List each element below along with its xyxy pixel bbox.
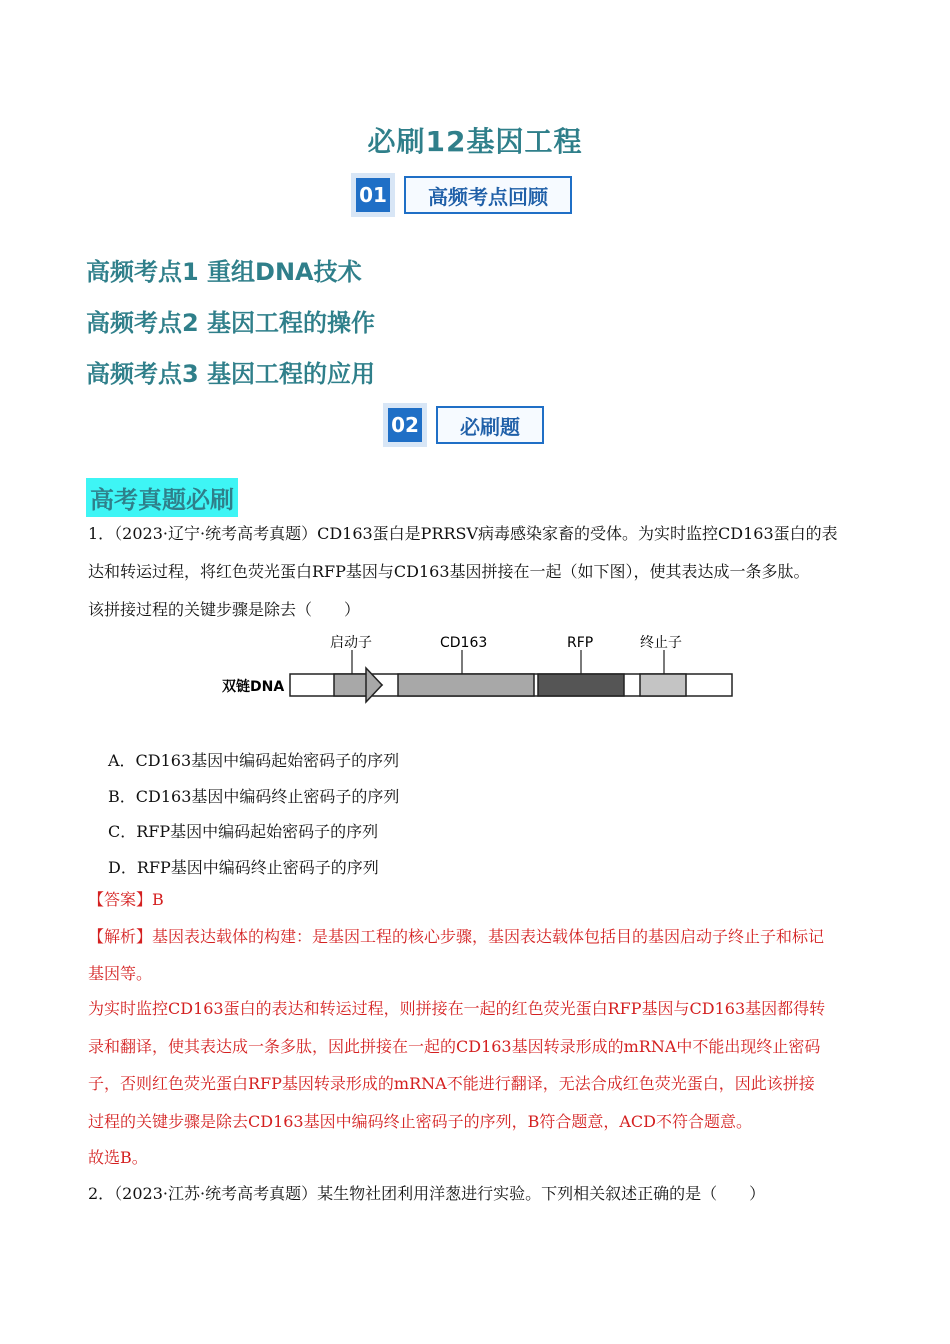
- terminator-label: 终止子: [640, 635, 682, 651]
- badge-label: 必刷题: [436, 406, 544, 444]
- analysis-line: 录和翻译，使其表达成一条多肽，因此拼接在一起的CD163基因转录形成的mRNA中不能出现终止密码: [88, 1037, 821, 1056]
- terminator-block: [640, 674, 686, 696]
- key-point-2: 高频考点2 基因工程的操作: [86, 309, 376, 337]
- option-d: D．RFP基因中编码终止密码子的序列: [108, 858, 379, 877]
- option-b: B．CD163基因中编码终止密码子的序列: [108, 787, 400, 806]
- cd163-label: CD163: [440, 635, 488, 651]
- rfp-label: RFP: [567, 635, 594, 651]
- badge-label: 高频考点回顾: [404, 176, 572, 214]
- option-c: C．RFP基因中编码起始密码子的序列: [108, 822, 379, 841]
- strand-label: 双链DNA: [222, 679, 285, 695]
- analysis-line: 基因等。: [88, 964, 153, 983]
- option-a: A．CD163基因中编码起始密码子的序列: [108, 751, 400, 770]
- question-1-line: 该拼接过程的关键步骤是除去（ ）: [88, 600, 361, 619]
- analysis-line: 故选B。: [88, 1148, 148, 1167]
- badge-review: [356, 176, 572, 214]
- rfp-block: [538, 674, 624, 696]
- dna-figure: [210, 630, 750, 720]
- analysis-line: 为实时监控CD163蛋白的表达和转运过程，则拼接在一起的红色荧光蛋白RFP基因与CD163基因都得转: [88, 999, 826, 1018]
- promoter-label: 启动子: [330, 635, 372, 651]
- analysis-line: 【解析】基因表达载体的构建：是基因工程的核心步骤，基因表达载体包括目的基因启动子终止子和标记: [88, 927, 825, 946]
- page-title: 必刷12基因工程: [367, 125, 583, 158]
- promoter-arrowhead: [366, 668, 382, 702]
- analysis-line: 过程的关键步骤是除去CD163基因中编码终止密码子的序列，B符合题意，ACD不符合题意。: [88, 1112, 752, 1131]
- badge-number: 01: [356, 178, 390, 212]
- question-2-line: 2．（2023·江苏·统考高考真题）某生物社团利用洋葱进行实验。下列相关叙述正确的是（ ）: [88, 1184, 766, 1203]
- answer: 【答案】B: [88, 890, 164, 909]
- key-point-1: 高频考点1 重组DNA技术: [86, 258, 362, 286]
- question-1-line: 达和转运过程，将红色荧光蛋白RFP基因与CD163基因拼接在一起（如下图），使其表达成一条多肽。: [88, 562, 810, 581]
- key-point-3: 高频考点3 基因工程的应用: [86, 360, 376, 388]
- cd163-block: [398, 674, 534, 696]
- badge-practice: [388, 406, 544, 444]
- analysis-line: 子，否则红色荧光蛋白RFP基因转录形成的mRNA不能进行翻译，无法合成红色荧光蛋白，因此该拼接: [88, 1074, 815, 1093]
- section-heading: 高考真题必刷: [86, 478, 238, 517]
- badge-number: 02: [388, 408, 422, 442]
- question-1-line: 1．（2023·辽宁·统考高考真题）CD163蛋白是PRRSV病毒感染家畜的受体。为实时监控CD163蛋白的表: [88, 524, 838, 543]
